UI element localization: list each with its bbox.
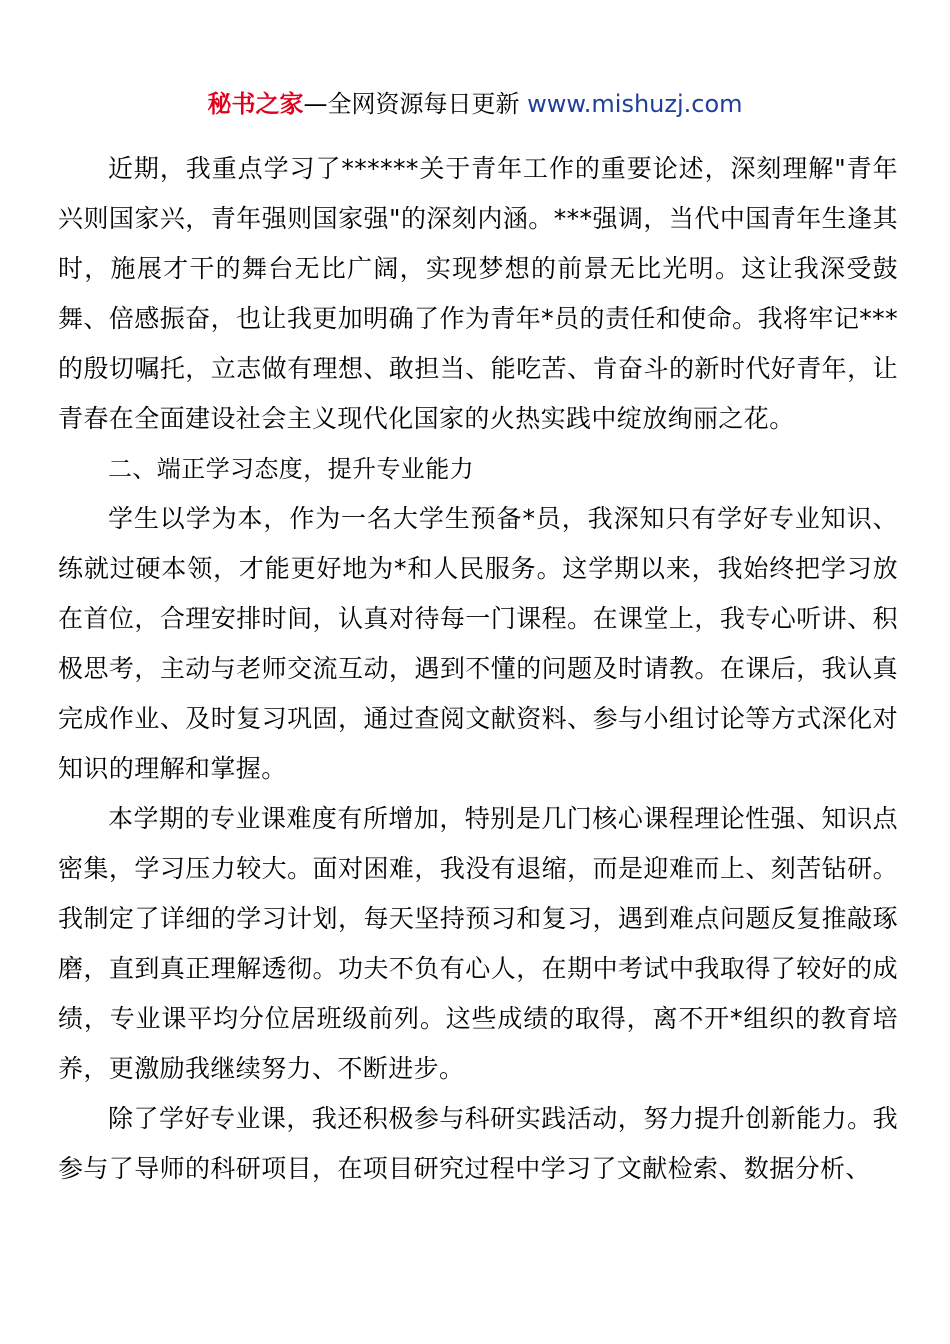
site-url-link[interactable]: www.mishuzj.com <box>527 90 743 118</box>
paragraph-youth-study: 近期，我重点学习了******关于青年工作的重要论述，深刻理解"青年兴则国家兴，青年强则国家强"的深刻内涵。***强调，当代中国青年生逢其时，施展才干的舞台无比广阔，实现梦想的前景无比光明。这让我深受鼓舞、倍感振奋，也让我更加明确了作为青年*员的责任和使命。我将牢记***的殷切嘱托，立志做有理想、敢担当、能吃苦、肯奋斗的新时代好青年，让青春在全面建设社会主义现代化国家的火热实践中绽放绚丽之花。 <box>58 154 898 433</box>
paragraph-professional-courses: 本学期的专业课难度有所增加，特别是几门核心课程理论性强、知识点密集，学习压力较大。面对困难，我没有退缩，而是迎难而上、刻苦钻研。我制定了详细的学习计划，每天坚持预习和复习，遇到难点问题反复推敲琢磨，直到真正理解透彻。功夫不负有心人，在期中考试中我取得了较好的成绩，专业课平均分位居班级前列。这些成绩的取得，离不开*组织的教育培养，更激励我继续努力、不断进步。 <box>58 804 898 1083</box>
paragraph-research-practice: 除了学好专业课，我还积极参与科研实践活动，努力提升创新能力。我参与了导师的科研项目，在项目研究过程中学习了文献检索、数据分析、 <box>58 1104 898 1183</box>
header-tagline: —全网资源每日更新 <box>303 90 528 118</box>
site-header <box>0 86 950 122</box>
brand-name: 秘书之家 <box>207 90 304 118</box>
section-heading-2: 二、端正学习态度，提升专业能力 <box>108 455 474 483</box>
paragraph-study-attitude: 学生以学为本，作为一名大学生预备*员，我深知只有学好专业知识、练就过硬本领，才能更好地为*和人民服务。这学期以来，我始终把学习放在首位，合理安排时间，认真对待每一门课程。在课堂上，我专心听讲、积极思考，主动与老师交流互动，遇到不懂的问题及时请教。在课后，我认真完成作业、及时复习巩固，通过查阅文献资料、参与小组讨论等方式深化对知识的理解和掌握。 <box>58 504 898 783</box>
document-body <box>58 144 898 1194</box>
